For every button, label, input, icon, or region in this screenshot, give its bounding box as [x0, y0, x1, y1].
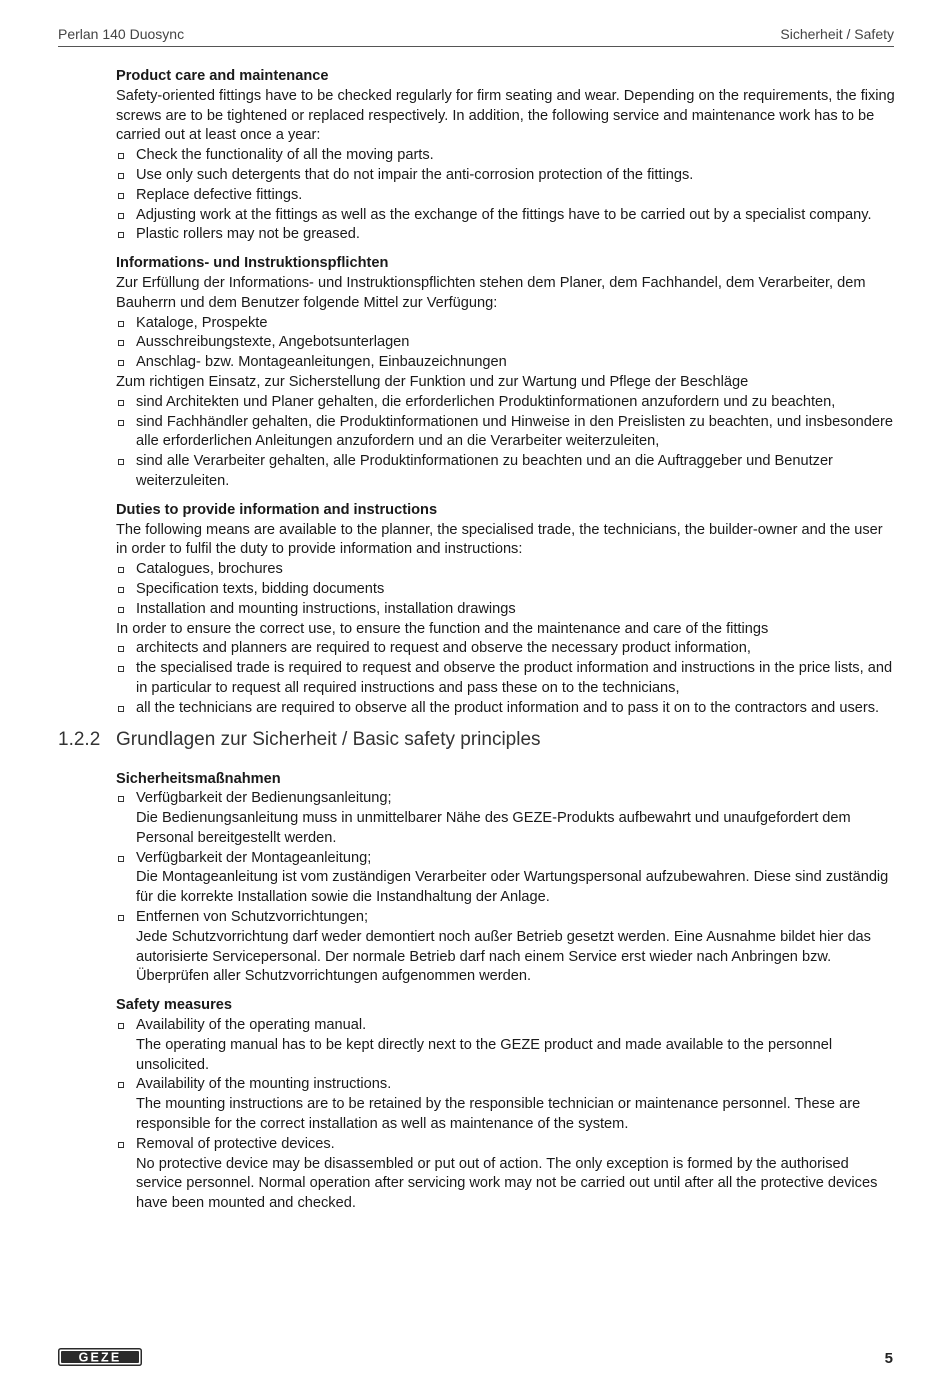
item-body: No protective device may be disassembled or put out of action. The only exception is formed by the authorised service personnel. Normal operation after servicing work may not be carried out until after all the protective devices have been mounted and checked. — [136, 1155, 878, 1212]
list-item: Plastic rollers may not be greased. — [116, 225, 898, 245]
item-head: Verfügbarkeit der Montageanleitung; — [136, 849, 372, 866]
list-item — [116, 1016, 898, 1075]
item-head: Entfernen von Schutzvorrichtungen; — [136, 909, 369, 926]
list-item: Installation and mounting instructions, installation drawings — [116, 600, 898, 620]
list-item: sind Architekten und Planer gehalten, die erforderlichen Produktinformationen anzufordern und zu beachten, — [116, 393, 898, 413]
main-content — [58, 67, 898, 1223]
section-safety-measures — [116, 996, 898, 1214]
list-item: Catalogues, brochures — [116, 560, 898, 580]
document-title: Perlan 140 Duosync — [58, 26, 185, 42]
list-item: Adjusting work at the fittings as well as the exchange of the fittings have to be carried out by a specialist company. — [116, 206, 898, 226]
section-intro: Safety-oriented fittings have to be checked regularly for firm seating and wear. Depending on the requirements, the fixing screws are to be tightened or replaced respectively. In addition, the following service and maintenance work has to be carried out at least once a year: — [116, 87, 895, 144]
item-body: Jede Schutzvorrichtung darf weder demontiert noch außer Betrieb gesetzt werden. Eine Ausnahme bildet hier das autorisierte Servicepersonal. Der normale Betrieb darf nach einem Service erst wieder nach Anbringen bzw. Überprüfen aller Schutzvorrichtungen aufgenommen werden. — [136, 928, 871, 985]
section-informationspflichten — [116, 254, 898, 492]
chapter-title: Sicherheit / Safety — [780, 26, 894, 42]
list-item — [116, 1135, 898, 1214]
geze-logo — [58, 1348, 142, 1366]
list-item: sind alle Verarbeiter gehalten, alle Produktinformationen zu beachten und an die Auftraggeber und Benutzer weiterzuleiten. — [116, 452, 898, 492]
list-item: Check the functionality of all the moving parts. — [116, 146, 898, 166]
item-head: Availability of the operating manual. — [136, 1017, 367, 1034]
logo-text: GEZE — [78, 1350, 122, 1365]
bullet-list — [116, 560, 898, 619]
list-item: all the technicians are required to observe all the product information and to pass it on to the contractors and users. — [116, 699, 898, 719]
list-item: Use only such detergents that do not impair the anti-corrosion protection of the fittings. — [116, 166, 898, 186]
section-sicherheitsmassnahmen — [116, 770, 898, 988]
bullet-list — [116, 1016, 898, 1214]
section-title: Sicherheitsmaßnahmen — [116, 770, 281, 787]
section-intro-2: In order to ensure the correct use, to ensure the function and the maintenance and care of the fittings — [116, 620, 769, 637]
list-item: Specification texts, bidding documents — [116, 580, 898, 600]
item-head: Availability of the mounting instructions. — [136, 1076, 392, 1093]
bullet-list — [116, 146, 898, 245]
chapter-heading-title: Grundlagen zur Sicherheit / Basic safety principles — [116, 728, 541, 750]
list-item — [116, 789, 898, 848]
item-body: Die Bedienungsanleitung muss in unmittelbarer Nähe des GEZE-Produkts aufbewahrt und unaufgefordert dem Personal bereitgestellt werden. — [136, 810, 851, 846]
bullet-list — [116, 393, 898, 492]
section-product-care — [116, 67, 898, 245]
item-head: Verfügbarkeit der Bedienungsanleitung; — [136, 790, 392, 807]
chapter-heading — [58, 728, 898, 752]
bullet-list — [116, 314, 898, 373]
list-item: sind Fachhändler gehalten, die Produktinformationen und Hinweise in den Preislisten zu beachten, und insbesondere alle erforderlichen Anleitungen anzufordern und an die Verarbeiter weiterzuleiten, — [116, 413, 898, 453]
section-intro: Zur Erfüllung der Informations- und Instruktionspflichten stehen dem Planer, dem Fachhandel, dem Verarbeiter, dem Bauherrn und dem Benutzer folgende Mittel zur Verfügung: — [116, 274, 866, 311]
section-title: Product care and maintenance — [116, 68, 329, 84]
section-intro: The following means are available to the planner, the specialised trade, the technicians, the builder-owner and the user in order to fulfil the duty to provide information and instructions: — [116, 521, 883, 558]
item-body: Die Montageanleitung ist vom zuständigen Verarbeiter oder Wartungspersonal aufzubewahren. Diese sind zuständig für die korrekte Installation sowie die Instandhaltung der Anlage. — [136, 869, 889, 906]
page-header — [58, 25, 894, 47]
list-item — [116, 908, 898, 987]
section-duties — [116, 501, 898, 719]
list-item: architects and planners are required to request and observe the necessary product information, — [116, 639, 898, 659]
section-title: Duties to provide information and instructions — [116, 501, 438, 518]
item-body: The mounting instructions are to be retained by the responsible technician or maintenance personnel. These are responsible for the correct installation as well as maintenance of the system. — [136, 1096, 861, 1133]
item-head: Removal of protective devices. — [136, 1135, 335, 1152]
section-title: Safety measures — [116, 997, 233, 1014]
list-item: Anschlag- bzw. Montageanleitungen, Einbauzeichnungen — [116, 353, 898, 373]
list-item — [116, 1075, 898, 1134]
bullet-list — [116, 639, 898, 718]
chapter-number: 1.2.2 — [58, 728, 101, 750]
list-item: the specialised trade is required to request and observe the product information and instructions in the price lists, and in particular to request all required instructions and pass these on to the technicians, — [116, 659, 898, 699]
section-intro-2: Zum richtigen Einsatz, zur Sicherstellung der Funktion und zur Wartung und Pflege der Beschläge — [116, 373, 749, 390]
list-item: Kataloge, Prospekte — [116, 314, 898, 334]
section-title: Informations- und Instruktionspflichten — [116, 255, 389, 272]
list-item: Replace defective fittings. — [116, 186, 898, 206]
list-item: Ausschreibungstexte, Angebotsunterlagen — [116, 333, 898, 353]
item-body: The operating manual has to be kept directly next to the GEZE product and made available to the personnel unsolicited. — [136, 1036, 833, 1073]
list-item — [116, 849, 898, 908]
page-number: 5 — [884, 1350, 893, 1367]
bullet-list — [116, 789, 898, 987]
